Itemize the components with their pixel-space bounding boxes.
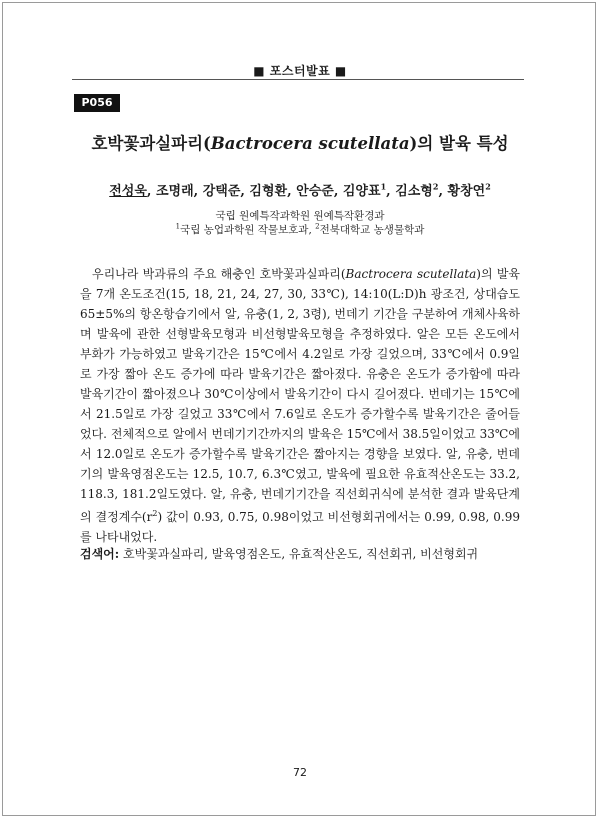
affiliation-text-2a: 국립 농업과학원 작물보호과, (180, 224, 316, 236)
abstract-body (80, 264, 520, 547)
r-squared-superscript: 2 (152, 509, 158, 518)
header-divider (72, 79, 524, 80)
paper-title (0, 130, 600, 154)
affiliation-text-2b: 전북대학교 농생물학과 (319, 224, 425, 236)
keywords (80, 544, 572, 564)
affiliation-line-1: 국립 원예특작과학원 원예특작환경과 (215, 210, 385, 222)
title-prefix: 호박꽃과실파리( (91, 134, 211, 153)
affiliation-mark-2: 2 (315, 222, 320, 231)
poster-id-badge: P056 (74, 94, 120, 112)
abstract-part-1: 우리나라 박과류의 주요 해충인 호박꽃과실파리( (92, 267, 346, 281)
author-list (0, 180, 600, 199)
author-mark-3: 2 (485, 181, 491, 192)
affiliation-line-2 (0, 222, 600, 237)
author-mark-2: 2 (432, 181, 439, 192)
section-header: ■ 포스터발표 ■ (253, 64, 347, 78)
abstract-part-3: ) 값이 0.93, 0.75, 0.98이었고 비선형회귀에서는 0.99, 0.98, 0.99를 나타내었다. (80, 510, 520, 544)
authors-part-2: , 김소형 (386, 184, 433, 199)
authors-part-3: , 황창연 (438, 184, 486, 199)
presenting-author: 전성욱 (109, 184, 147, 199)
title-suffix: )의 발육 특성 (409, 134, 509, 153)
authors-part-1: , 조명래, 강택준, 김형환, 안승준, 김양표 (146, 184, 381, 199)
abstract-part-2: )의 발육을 7개 온도조건(15, 18, 21, 24, 27, 30, 33℃), 14:10(L:D)h 광조건, 상대습도 65±5%의 항온항습기에서 알, 유충(1, 2, 3령), 번데기 기간을 구분하여 개체사육하며 발육에 관한 선형발육모형과 비선형발육모형을 추정하였다. 알은 모든 온도에서 부화가 가능하였고 발육기간은 15℃에서 4.2일로 가장 길었으며, 33℃에서 0.9일로 가장 짧아 온도 증가에 따라 발육기간은 짧아졌다. 유충은 온도가 증가함에 따라 발육기간이 짧아졌으나 30℃이상에서 발육기간이 다시 길어졌다. 번데기는 15℃에서 21.5일로 가장 길었고 33℃에서 7.6일로 온도가 증가할수록 발육기간은 줄어들었다. 전체적으로 알에서 번데기기간까지의 발육은 15℃에서 38.5일이었고 33℃에서 12.0일로 온도가 증가할수록 발육기간은 짧아지는 경향을 보였다. 알, 유충, 번데기의 발육영점온도는 12.5, 10.7, 6.3℃였고, 발육에 필요한 유효적산온도는 33.2, 118.3, 181.2일도였다. 알, 유충, 번데기기간을 직선회귀식에 분석한 결과 발육단계의 결정계수(r (80, 267, 521, 524)
keywords-label: 검색어: (80, 547, 120, 561)
abstract-scientific-name: Bactrocera scutellata (345, 267, 477, 281)
keywords-text: 호박꽃과실파리, 발육영점온도, 유효적산온도, 직선회귀, 비선형회귀 (119, 547, 479, 561)
page-number: 72 (293, 766, 307, 779)
author-mark-1: 1 (380, 181, 387, 192)
title-scientific-name: Bactrocera scutellata (210, 134, 410, 153)
affiliation-mark-1: 1 (175, 222, 181, 231)
